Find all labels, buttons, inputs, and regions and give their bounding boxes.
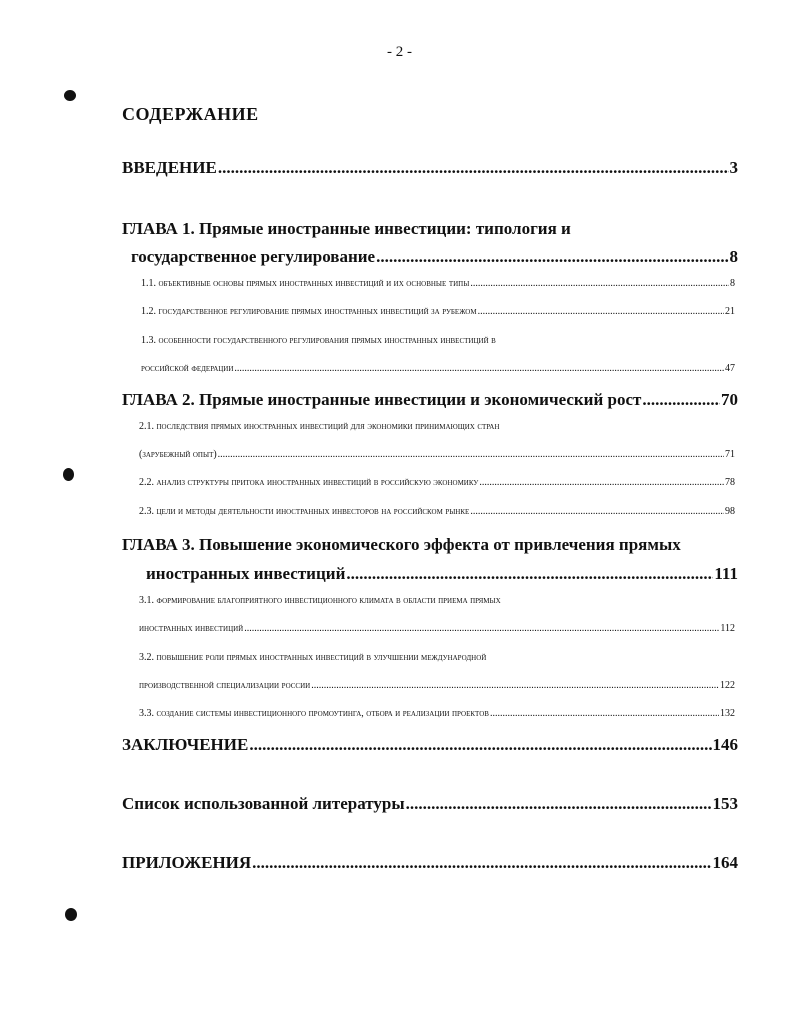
toc-dot-leader	[376, 247, 728, 267]
toc-page-number: 146	[712, 735, 738, 754]
toc-entry-text: производственной специализации россии	[139, 680, 311, 691]
toc-entry-2-3	[139, 506, 735, 517]
toc-page-number: 71	[725, 449, 735, 460]
toc-entry-text: 2.2. анализ структуры притока иностранных инвестиций в российскую экономику	[139, 477, 479, 488]
toc-entry-conclusion	[122, 735, 738, 755]
toc-entry-chapter3	[146, 564, 738, 584]
toc-dot-leader	[478, 306, 724, 317]
toc-dot-leader	[346, 564, 713, 584]
toc-entry-chapter1	[131, 247, 738, 267]
toc-chapter1-heading: ГЛАВА 1. Прямые иностранные инвестиции: типология и	[122, 219, 571, 238]
scan-blot	[64, 90, 76, 101]
toc-entry-3-1	[139, 623, 735, 634]
toc-dot-leader	[490, 708, 719, 719]
toc-dot-leader	[470, 278, 729, 289]
toc-dot-leader	[218, 158, 729, 178]
toc-entry-text: иностранных инвестиций	[146, 564, 346, 583]
toc-page-number: 8	[729, 247, 738, 266]
toc-dot-leader	[234, 363, 724, 374]
toc-dot-leader	[406, 794, 712, 814]
toc-page-number: 98	[725, 506, 735, 517]
toc-dot-leader	[642, 390, 720, 410]
toc-entry-text: (зарубежный опыт)	[139, 449, 217, 460]
toc-entry-text: 3.3. создание системы инвестиционного промоутинга, отбора и реализации проектов	[139, 708, 489, 719]
toc-dot-leader	[244, 623, 719, 634]
toc-entry-text: ГЛАВА 2. Прямые иностранные инвестиции и экономический рост	[122, 390, 642, 409]
toc-entry-text: Список использованной литературы	[122, 794, 405, 813]
toc-entry-references	[122, 794, 738, 814]
toc-page-number: 3	[729, 158, 738, 177]
toc-dot-leader	[249, 735, 711, 755]
toc-page-number: 122	[720, 680, 735, 691]
toc-dot-leader	[479, 477, 724, 488]
toc-entry-2-1	[139, 449, 735, 460]
toc-entry-text: ВВЕДЕНИЕ	[122, 158, 217, 177]
toc-dot-leader	[252, 853, 711, 873]
toc-page-number: 164	[712, 853, 738, 872]
toc-entry-1-1	[141, 278, 735, 289]
toc-page-number: 153	[712, 794, 738, 813]
toc-entry-chapter2	[122, 390, 738, 410]
toc-entry-3-3	[139, 708, 735, 719]
toc-dot-leader	[218, 449, 724, 460]
toc-page-number: 47	[725, 363, 735, 374]
toc-dot-leader	[311, 680, 719, 691]
toc-entry-intro	[122, 158, 738, 178]
toc-entry-1-3-heading: 1.3. особенности государственного регулирования прямых иностранных инвестиций в	[141, 335, 496, 346]
toc-entry-text: ПРИЛОЖЕНИЯ	[122, 853, 252, 872]
toc-page-number: 112	[720, 623, 735, 634]
toc-entry-text: ЗАКЛЮЧЕНИЕ	[122, 735, 249, 754]
toc-entry-text: 1.1. объективные основы прямых иностранных инвестиций и их основные типы	[141, 278, 470, 289]
toc-page-number: 78	[725, 477, 735, 488]
toc-entry-text: 1.2. государственное регулирование прямых иностранных инвестиций за рубежом	[141, 306, 477, 317]
toc-entry-3-2-heading: 3.2. повышение роли прямых иностранных инвестиций в улучшении международной	[139, 652, 487, 663]
toc-entry-2-2	[139, 477, 735, 488]
toc-dot-leader	[470, 506, 724, 517]
toc-page-number: 8	[730, 278, 735, 289]
toc-entry-appendices	[122, 853, 738, 873]
toc-page-number: 111	[714, 564, 738, 583]
toc-entry-text: государственное регулирование	[131, 247, 376, 266]
toc-entry-3-1-heading: 3.1. формирование благоприятного инвестиционного климата в области приема прямых	[139, 595, 501, 606]
toc-page-number: 70	[721, 390, 738, 409]
toc-page-number: 132	[720, 708, 735, 719]
scan-blot	[63, 468, 74, 481]
toc-entry-1-3	[141, 363, 735, 374]
toc-page-number: 21	[725, 306, 735, 317]
toc-entry-text: российской федерации	[141, 363, 234, 374]
toc-title: СОДЕРЖАНИЕ	[122, 104, 259, 124]
toc-entry-3-2	[139, 680, 735, 691]
toc-entry-text: 2.3. цели и методы деятельности иностранных инвесторов на российском рынке	[139, 506, 470, 517]
scan-blot	[65, 908, 77, 921]
toc-entry-1-2	[141, 306, 735, 317]
toc-entry-2-1-heading: 2.1. последствия прямых иностранных инвестиций для экономики принимающих стран	[139, 421, 500, 432]
toc-chapter3-heading: ГЛАВА 3. Повышение экономического эффекта от привлечения прямых	[122, 535, 681, 554]
toc-entry-text: иностранных инвестиций	[139, 623, 244, 634]
page-number: - 2 -	[387, 44, 412, 60]
